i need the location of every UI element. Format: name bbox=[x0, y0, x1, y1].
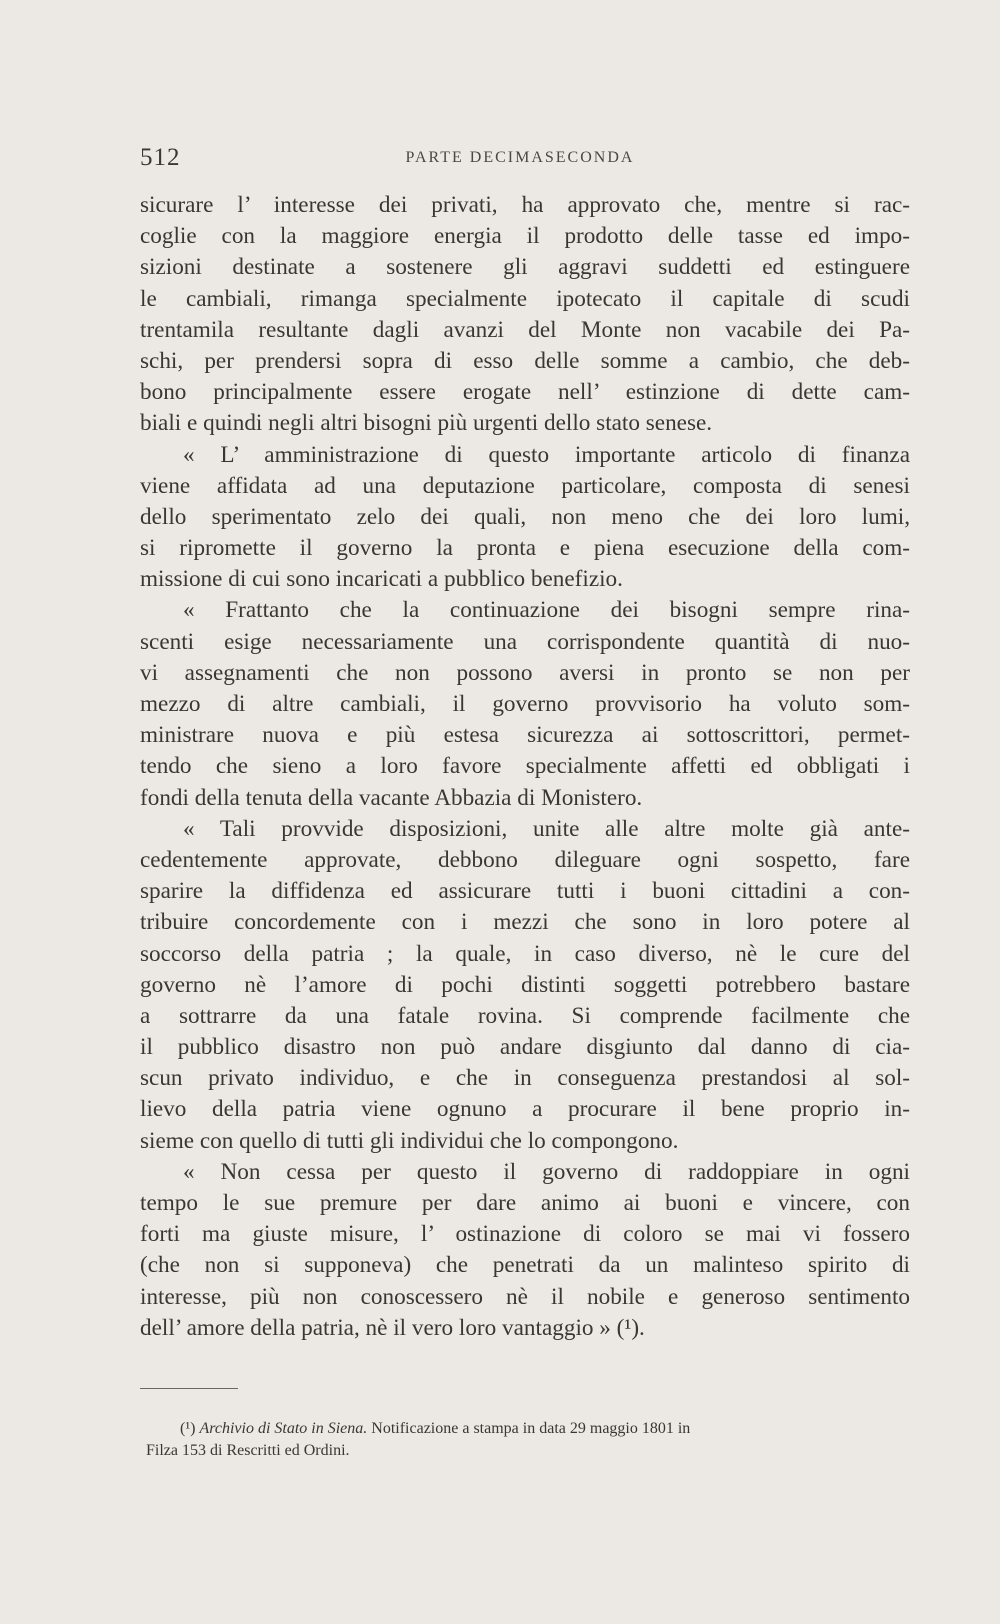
text-line: schi, per prendersi sopra di esso delle somme a cambio, che deb- bbox=[140, 347, 910, 374]
text-line: bono principalmente essere erogate nell’ estinzione di dette cam- bbox=[140, 379, 910, 406]
text-line: missione di cui sono incaricati a pubblico benefizio. bbox=[140, 566, 623, 593]
text-line: dello sperimentato zelo dei quali, non meno che dei loro lumi, bbox=[140, 503, 910, 530]
text-line: cedentemente approvate, debbono dileguare ogni sospetto, fare bbox=[140, 846, 910, 873]
text-line: sparire la diffidenza ed assicurare tutti i buoni cittadini a con- bbox=[140, 878, 910, 905]
text-line: scun privato individuo, e che in conseguenza prestandosi al sol- bbox=[140, 1065, 910, 1092]
text-line: dell’ amore della patria, nè il vero loro vantaggio » (¹). bbox=[140, 1314, 645, 1341]
text-line: (che non si supponeva) che penetrati da un malinteso spirito di bbox=[140, 1252, 910, 1279]
text-line: a sottrarre da una fatale rovina. Si comprende facilmente che bbox=[140, 1002, 910, 1029]
text-line: fondi della tenuta della vacante Abbazia di Monistero. bbox=[140, 784, 643, 811]
text-line: soccorso della patria ; la quale, in caso diverso, nè le cure del bbox=[140, 940, 910, 967]
running-head: PARTE DECIMASECONDA bbox=[405, 149, 635, 166]
text-line: coglie con la maggiore energia il prodotto delle tasse ed impo- bbox=[140, 223, 910, 250]
footnote-line: Filza 153 di Rescritti ed Ordini. bbox=[146, 1442, 350, 1459]
text-line: il pubblico disastro non può andare disgiunto dal danno di cia- bbox=[140, 1034, 910, 1061]
paragraph-start: « Tali provvide disposizioni, unite alle altre molte già ante- bbox=[183, 815, 910, 842]
footnote-source: Archivio di Stato in Siena. bbox=[199, 1420, 368, 1437]
text-line: scenti esige necessariamente una corrispondente quantità di nuo- bbox=[140, 628, 910, 655]
text-line: tribuire concordemente con i mezzi che sono in loro potere al bbox=[140, 909, 910, 936]
footnote bbox=[146, 1418, 910, 1462]
page-header bbox=[140, 144, 880, 174]
text-line: lievo della patria viene ognuno a procurare il bene proprio in- bbox=[140, 1096, 910, 1123]
text-line: tempo le sue premure per dare animo ai buoni e vincere, con bbox=[140, 1190, 910, 1216]
text-line: si ripromette il governo la pronta e piena esecuzione della com- bbox=[140, 535, 910, 562]
text-line: sizioni destinate a sostenere gli aggravi suddetti ed estinguere bbox=[140, 254, 910, 281]
paragraph-start: « Frattanto che la continuazione dei bisogni sempre rina- bbox=[183, 597, 910, 624]
page-number: 512 bbox=[140, 144, 181, 171]
text-line: viene affidata ad una deputazione particolare, composta di senesi bbox=[140, 472, 910, 499]
text-line: mezzo di altre cambiali, il governo provvisorio ha voluto som- bbox=[140, 691, 910, 717]
text-line: interesse, più non conoscessero nè il nobile e generoso sentimento bbox=[140, 1283, 910, 1310]
text-line: biali e quindi negli altri bisogni più urgenti dello stato senese. bbox=[140, 410, 713, 437]
text-line: sieme con quello di tutti gli individui che lo compongono. bbox=[140, 1127, 679, 1154]
body-text bbox=[140, 190, 910, 1344]
text-line: vi assegnamenti che non possono aversi in pronto se non per bbox=[140, 659, 910, 686]
paragraph-start: « Non cessa per questo il governo di raddoppiare in ogni bbox=[183, 1158, 910, 1185]
text-line: le cambiali, rimanga specialmente ipotecato il capitale di scudi bbox=[140, 285, 910, 312]
text-line: ministrare nuova e più estesa sicurezza ai sottoscrittori, permet- bbox=[140, 722, 910, 749]
text-line: sicurare l’ interesse dei privati, ha approvato che, mentre si rac- bbox=[140, 192, 910, 218]
text-line: trentamila resultante dagli avanzi del Monte non vacabile dei Pa- bbox=[140, 316, 910, 343]
paragraph-start: « L’ amministrazione di questo importante articolo di finanza bbox=[183, 441, 910, 468]
footnote-marker: (¹) bbox=[180, 1420, 196, 1437]
text-line: forti ma giuste misure, l’ ostinazione di coloro se mai vi fossero bbox=[140, 1221, 910, 1248]
text-line: governo nè l’amore di pochi distinti soggetti potrebbero bastare bbox=[140, 971, 910, 998]
footnote-divider bbox=[140, 1388, 238, 1389]
footnote-line bbox=[146, 1418, 910, 1440]
text-line: tendo che sieno a loro favore specialmente affetti ed obbligati i bbox=[140, 753, 910, 780]
footnote-text: Notificazione a stampa in data 29 maggio 1801 in bbox=[371, 1420, 691, 1437]
